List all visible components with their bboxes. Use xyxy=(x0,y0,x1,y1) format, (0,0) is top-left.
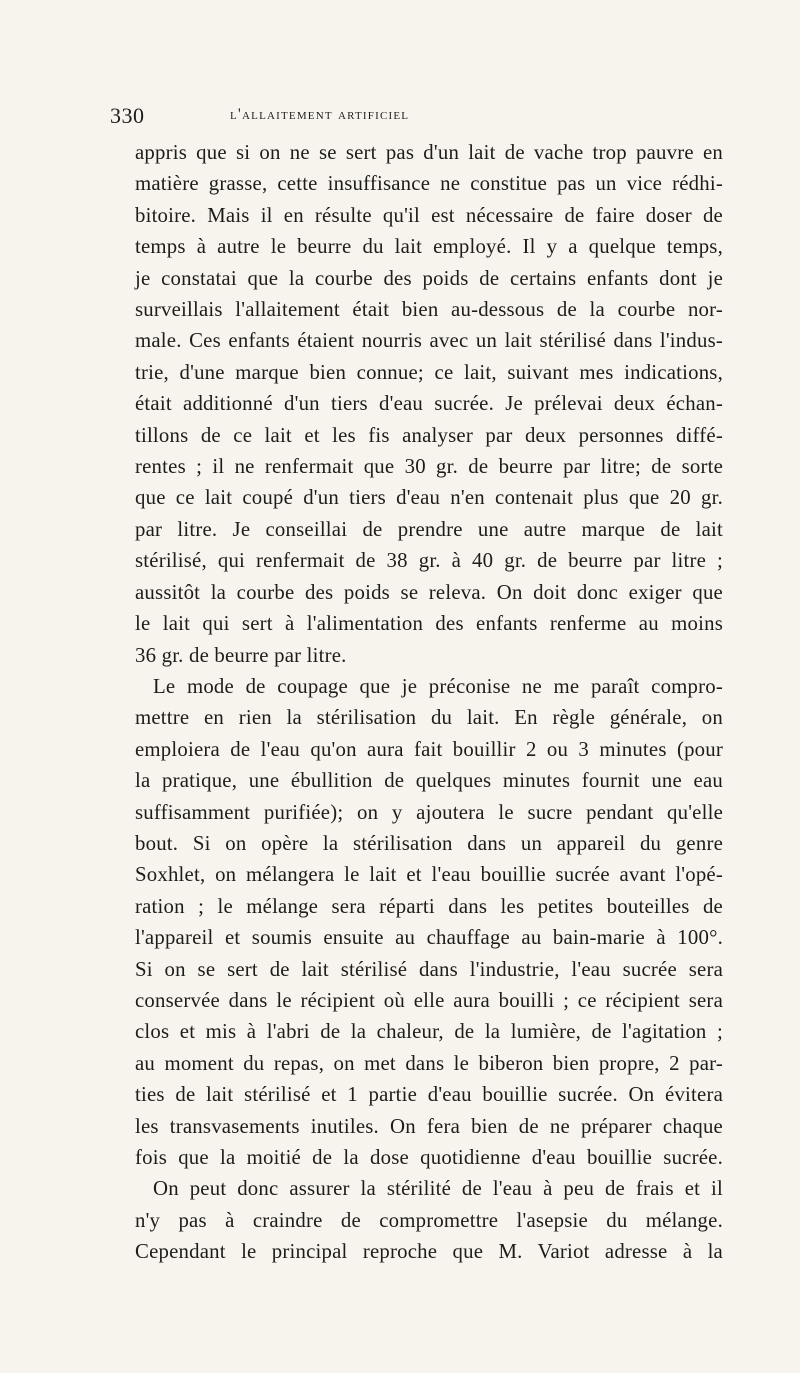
page-number: 330 xyxy=(110,103,145,128)
text-line: Si on se sert de lait stérilisé dans l'industrie, l'eau sucrée sera xyxy=(135,957,723,981)
text-line: fois que la moitié de la dose quotidienne d'eau bouillie sucrée. xyxy=(135,1146,723,1169)
text-line: emploiera de l'eau qu'on aura fait bouillir 2 ou 3 minutes (pour xyxy=(135,737,723,761)
text-line: matière grasse, cette insuffisance ne constitue pas un vice rédhi- xyxy=(135,172,723,196)
text-line: bitoire. Mais il en résulte qu'il est nécessaire de faire doser de xyxy=(135,203,723,227)
text-line: ration ; le mélange sera réparti dans les petites bouteilles de xyxy=(135,894,723,918)
text-line: Cependant le principal reproche que M. Variot adresse à la xyxy=(135,1240,723,1264)
running-title: l'allaitement artificiel xyxy=(230,106,410,123)
body-text xyxy=(135,137,723,1268)
text-line: bout. Si on opère la stérilisation dans un appareil du genre xyxy=(135,831,723,855)
text-line: trie, d'une marque bien connue; ce lait, suivant mes indications, xyxy=(135,360,723,384)
text-line: surveillais l'allaitement était bien au-dessous de la courbe nor- xyxy=(135,298,723,322)
text-line: je constatai que la courbe des poids de certains enfants dont je xyxy=(135,266,723,290)
text-line: les transvasements inutiles. On fera bien de ne préparer chaque xyxy=(135,1114,723,1138)
text-line: Soxhlet, on mélangera le lait et l'eau bouillie sucrée avant l'opé- xyxy=(135,863,723,887)
text-line: la pratique, une ébullition de quelques minutes fournit une eau xyxy=(135,769,723,793)
text-line: tillons de ce lait et les fis analyser par deux personnes diffé- xyxy=(135,423,723,447)
text-line: 36 gr. de beurre par litre. xyxy=(135,643,347,667)
text-line: le lait qui sert à l'alimentation des enfants renferme au moins xyxy=(135,612,723,636)
text-line: clos et mis à l'abri de la chaleur, de la lumière, de l'agitation ; xyxy=(135,1020,723,1044)
text-line: mettre en rien la stérilisation du lait. En règle générale, on xyxy=(135,706,723,730)
text-line: appris que si on ne se sert pas d'un lait de vache trop pauvre en xyxy=(135,141,723,164)
text-line: rentes ; il ne renfermait que 30 gr. de beurre par litre; de sorte xyxy=(135,455,723,479)
text-line: Le mode de coupage que je préconise ne me paraît compro- xyxy=(153,674,723,698)
text-line: était additionné d'un tiers d'eau sucrée. Je prélevai deux échan- xyxy=(135,392,723,416)
text-line: l'appareil et soumis ensuite au chauffage au bain-marie à 100°. xyxy=(135,926,723,950)
text-line: stérilisé, qui renfermait de 38 gr. à 40 gr. de beurre par litre ; xyxy=(135,549,723,573)
text-line: On peut donc assurer la stérilité de l'eau à peu de frais et il xyxy=(153,1177,723,1201)
text-line: au moment du repas, on met dans le biberon bien propre, 2 par- xyxy=(135,1051,723,1075)
text-line: conservée dans le récipient où elle aura bouilli ; ce récipient sera xyxy=(135,988,723,1012)
text-line: aussitôt la courbe des poids se releva. On doit donc exiger que xyxy=(135,580,723,604)
text-line: temps à autre le beurre du lait employé. Il y a quelque temps, xyxy=(135,235,723,259)
running-header xyxy=(110,103,730,133)
text-line: que ce lait coupé d'un tiers d'eau n'en contenait plus que 20 gr. xyxy=(135,486,723,510)
text-line: suffisamment purifiée); on y ajoutera le sucre pendant qu'elle xyxy=(135,800,723,824)
text-line: par litre. Je conseillai de prendre une autre marque de lait xyxy=(135,517,723,541)
text-line: n'y pas à craindre de compromettre l'asepsie du mélange. xyxy=(135,1208,723,1232)
text-line: male. Ces enfants étaient nourris avec un lait stérilisé dans l'indus- xyxy=(135,329,723,353)
text-line: ties de lait stérilisé et 1 partie d'eau bouillie sucrée. On évitera xyxy=(135,1083,723,1107)
